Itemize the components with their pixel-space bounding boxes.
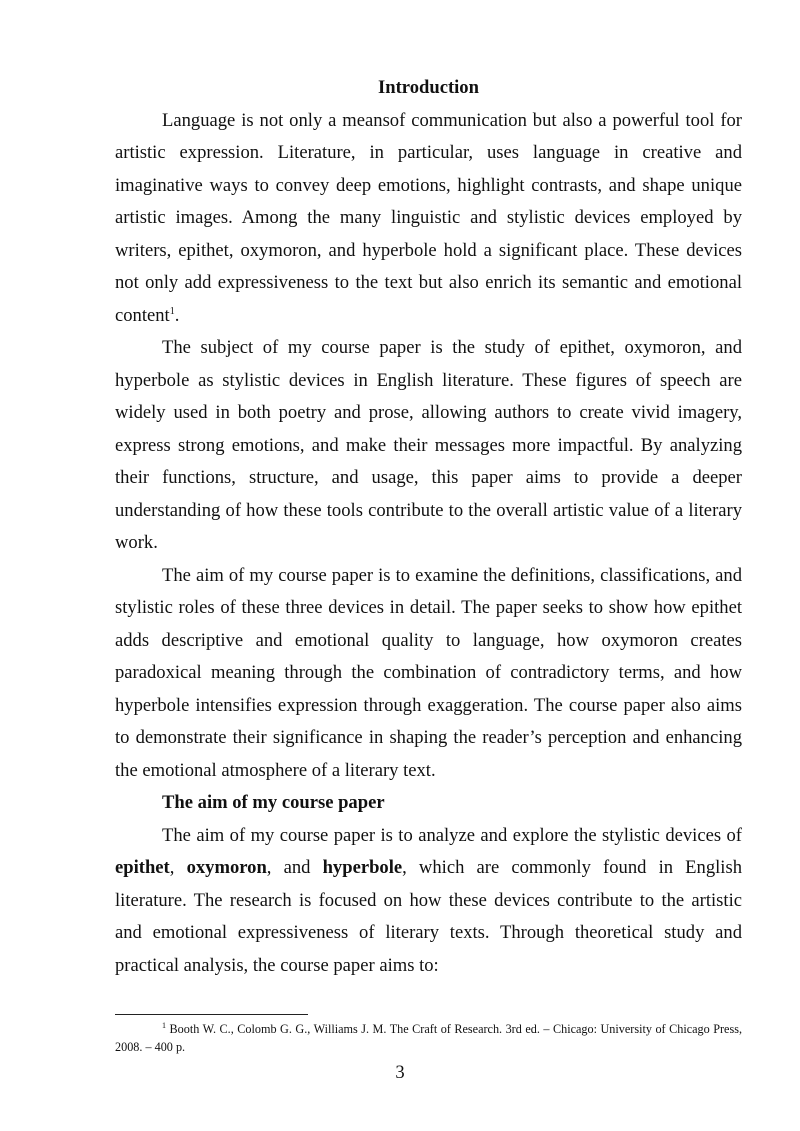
term-hyperbole: hyperbole [322, 857, 403, 878]
paragraph-intro [115, 105, 742, 333]
paragraph-text: Language is not only a meansof communication but also a powerful tool for artistic expression. Literature, in particular, uses language in creative and imaginative ways to convey deep emotions, highlight contrasts, and shape unique artistic images. Among the many linguistic and stylistic devices employed by writers, epithet, oxymoron, and hyperbole hold a significant place. These devices not only add expressiveness to the text but also enrich its semantic and emotional content [115, 109, 742, 326]
paragraph-aim-detail [115, 820, 742, 983]
body-text [115, 72, 742, 982]
page-number: 3 [395, 1062, 405, 1083]
footnote-reference[interactable]: 1 [169, 305, 175, 317]
paragraph-subject: The subject of my course paper is the study of epithet, oxymoron, and hyperbole as stylistic devices in English literature. These figures of speech are widely used in both poetry and prose, allowing authors to create vivid imagery, express strong emotions, and make their messages more impactful. By analyzing their functions, structure, and usage, this paper aims to provide a deeper understanding of how these tools contribute to the overall artistic value of a literary work. [115, 337, 742, 553]
paragraph-aim: The aim of my course paper is to examine the definitions, classifications, and stylistic roles of these three devices in detail. The paper seeks to show how epithet adds descriptive and emotional quality to language, how oxymoron creates paradoxical meaning through the combination of contradictory terms, and how hyperbole intensifies expression through exaggeration. The course paper also aims to demonstrate their significance in shaping the reader’s perception and enhancing the emotional atmosphere of a literary text. [115, 564, 742, 781]
footnote-separator [115, 1014, 308, 1015]
footnote [115, 1020, 742, 1056]
subsection-heading: The aim of my course paper [162, 792, 385, 813]
paragraph-intro-text: The aim of my course paper is to analyze and explore the stylistic devices of [162, 824, 742, 846]
paragraph-end: . [174, 304, 180, 326]
paragraph-rest-text: , which are commonly found in English literature. The research is focused on how these devices contribute to the artistic and emotional expressiveness of literary texts. Through theoretical study and practical analysis, the course paper aims to: [115, 857, 742, 976]
footnote-text: Booth W. C., Colomb G. G., Williams J. M. The Craft of Research. 3rd ed. – Chicago: University of Chicago Press, 2008. – 400 p. [115, 1022, 743, 1054]
separator: , and [266, 857, 311, 878]
separator: , [169, 857, 175, 878]
term-epithet: epithet [115, 857, 170, 878]
section-heading: Introduction [378, 77, 479, 98]
footnote-marker: 1 [162, 1020, 166, 1030]
term-oxymoron: oxymoron [186, 857, 267, 878]
